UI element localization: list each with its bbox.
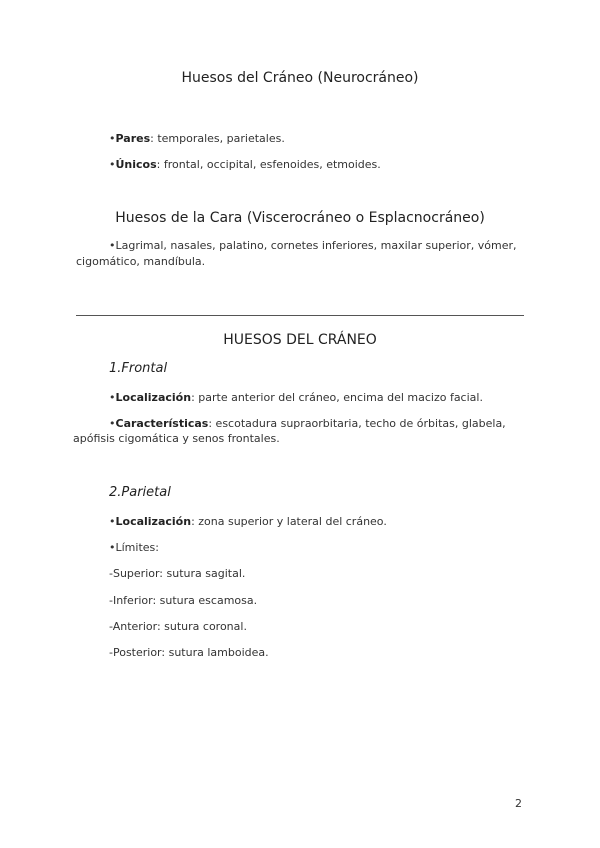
page-number: 2: [515, 797, 522, 810]
label-localizacion: Localización: [115, 391, 192, 404]
cara-line-1: •Lagrimal, nasales, palatino, cornetes inferiores, maxilar superior, vómer,: [109, 239, 517, 252]
text-pares: : temporales, parietales.: [150, 132, 285, 145]
label-caracteristicas: Características: [115, 417, 209, 430]
frontal-caracteristicas: [109, 416, 506, 432]
parietal-localizacion: [109, 514, 387, 530]
text-unicos: : frontal, occipital, esfenoides, etmoides.: [156, 158, 381, 171]
cara-line-2: cigomático, mandíbula.: [76, 255, 206, 268]
item-pares: [109, 131, 285, 147]
item-unicos: [109, 157, 381, 173]
text-caracteristicas: : escotadura supraorbitaria, techo de órbitas, glabela,: [208, 417, 506, 430]
section-title-neurocraneo: Huesos del Cráneo (Neurocráneo): [181, 70, 419, 86]
text-localizacion: : zona superior y lateral del cráneo.: [191, 515, 387, 528]
limite-anterior: -Anterior: sutura coronal.: [109, 620, 247, 633]
text-localizacion: : parte anterior del cráneo, encima del macizo facial.: [191, 391, 483, 404]
bullet: •: [109, 391, 116, 404]
limite-posterior: -Posterior: sutura lamboidea.: [109, 646, 269, 659]
subheading-frontal: 1.Frontal: [109, 361, 168, 376]
parietal-limites: •Límites:: [109, 541, 159, 554]
section-title-huesos-craneo: HUESOS DEL CRÁNEO: [223, 332, 377, 348]
limite-superior: -Superior: sutura sagital.: [109, 567, 246, 580]
section-divider: [76, 315, 524, 316]
bullet: •: [109, 132, 116, 145]
label-unicos: Únicos: [115, 158, 157, 171]
section-title-cara: Huesos de la Cara (Viscerocráneo o Esplacnocráneo): [115, 210, 485, 226]
limite-inferior: -Inferior: sutura escamosa.: [109, 594, 258, 607]
label-pares: Pares: [115, 132, 151, 145]
bullet: •: [109, 417, 116, 430]
label-localizacion: Localización: [115, 515, 192, 528]
bullet: •: [109, 515, 116, 528]
subheading-parietal: 2.Parietal: [109, 485, 171, 500]
frontal-caracteristicas-line-2: apófisis cigomática y senos frontales.: [73, 432, 280, 445]
frontal-localizacion: [109, 390, 483, 406]
bullet: •: [109, 158, 116, 171]
